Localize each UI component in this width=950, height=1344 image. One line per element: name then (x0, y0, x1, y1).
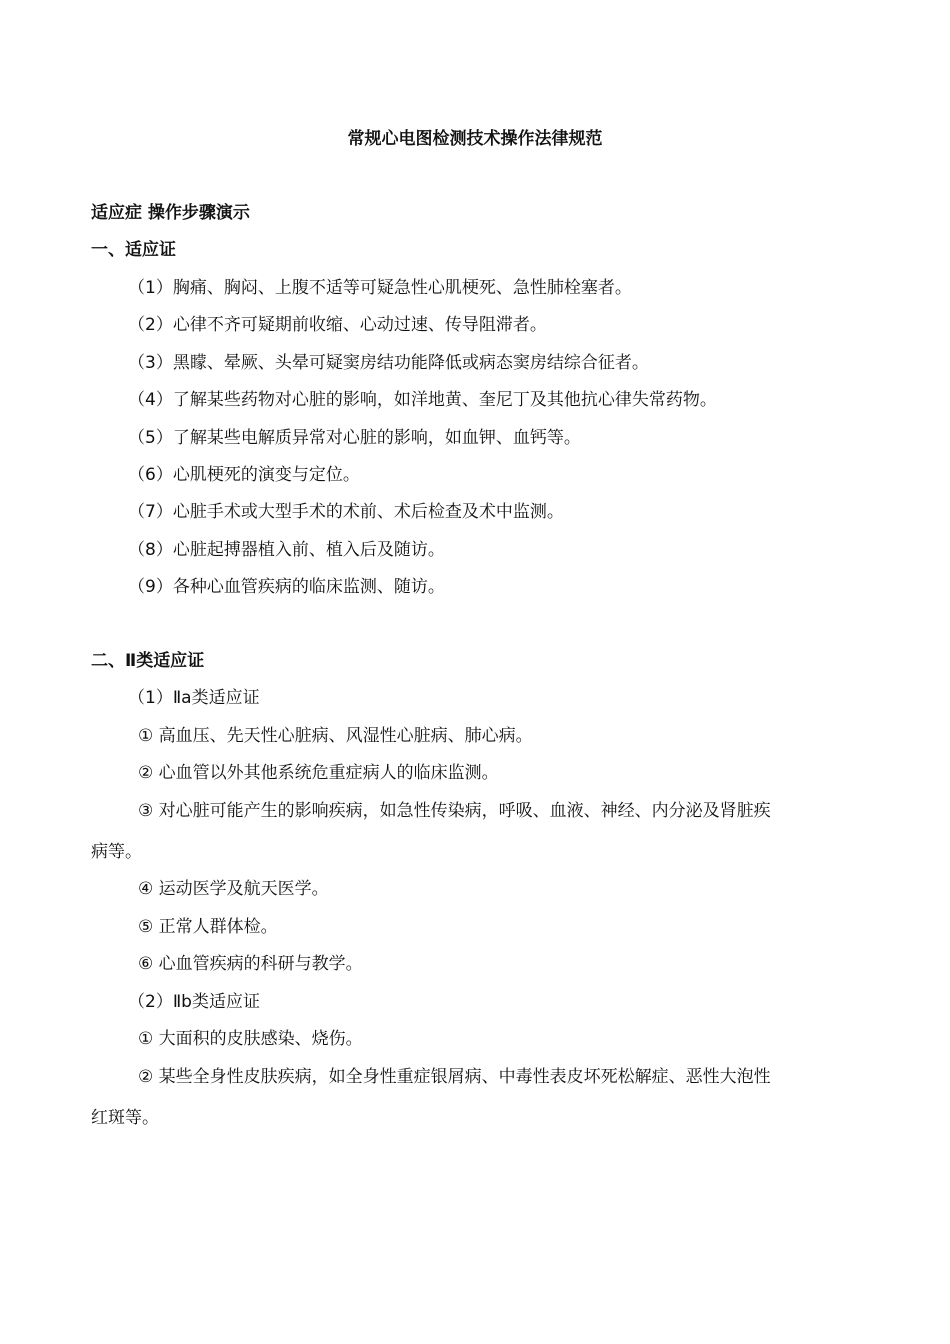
indication-item: （9）各种心血管疾病的临床监测、随访。 (128, 577, 445, 597)
indication-item: （1）胸痛、胸闷、上腹不适等可疑急性心肌梗死、急性肺栓塞者。 (128, 278, 632, 298)
document-subtitle: 适应症 操作步骤演示 (91, 203, 250, 223)
subsection-label-2a: （1）Ⅱa类适应证 (128, 688, 260, 708)
class2b-item: ① 大面积的皮肤感染、烧伤。 (138, 1029, 363, 1049)
class2b-item-continued: 红斑等。 (91, 1108, 159, 1128)
class2a-item: ④ 运动医学及航天医学。 (138, 879, 329, 899)
section-heading-indications: 一、适应证 (91, 240, 176, 260)
indication-item: （2）心律不齐可疑期前收缩、心动过速、传导阻滞者。 (128, 315, 547, 335)
indication-item: （5）了解某些电解质异常对心脏的影响，如血钾、血钙等。 (128, 428, 581, 448)
section-heading-class2: 二、Ⅱ类适应证 (91, 651, 205, 671)
indication-item: （6）心肌梗死的演变与定位。 (128, 465, 360, 485)
indication-item: （4）了解某些药物对心脏的影响，如洋地黄、奎尼丁及其他抗心律失常药物。 (128, 390, 717, 410)
class2a-item: ② 心血管以外其他系统危重症病人的临床监测。 (138, 763, 499, 783)
class2a-item-continued: 病等。 (91, 842, 142, 862)
indication-item: （8）心脏起搏器植入前、植入后及随访。 (128, 540, 445, 560)
class2a-item: ③ 对心脏可能产生的影响疾病，如急性传染病，呼吸、血液、神经、内分泌及肾脏疾 (138, 801, 771, 821)
class2a-item: ⑤ 正常人群体检。 (138, 917, 278, 937)
document-title: 常规心电图检测技术操作法律规范 (347, 129, 603, 149)
indication-item: （7）心脏手术或大型手术的术前、术后检查及术中监测。 (128, 502, 564, 522)
indication-item: （3）黑矇、晕厥、头晕可疑窦房结功能降低或病态窦房结综合征者。 (128, 353, 649, 373)
subsection-label-2b: （2）Ⅱb类适应证 (128, 992, 260, 1012)
class2a-item: ① 高血压、先天性心脏病、风湿性心脏病、肺心病。 (138, 726, 533, 746)
class2a-item: ⑥ 心血管疾病的科研与教学。 (138, 954, 363, 974)
class2b-item: ② 某些全身性皮肤疾病，如全身性重症银屑病、中毒性表皮坏死松解症、恶性大泡性 (138, 1067, 771, 1087)
